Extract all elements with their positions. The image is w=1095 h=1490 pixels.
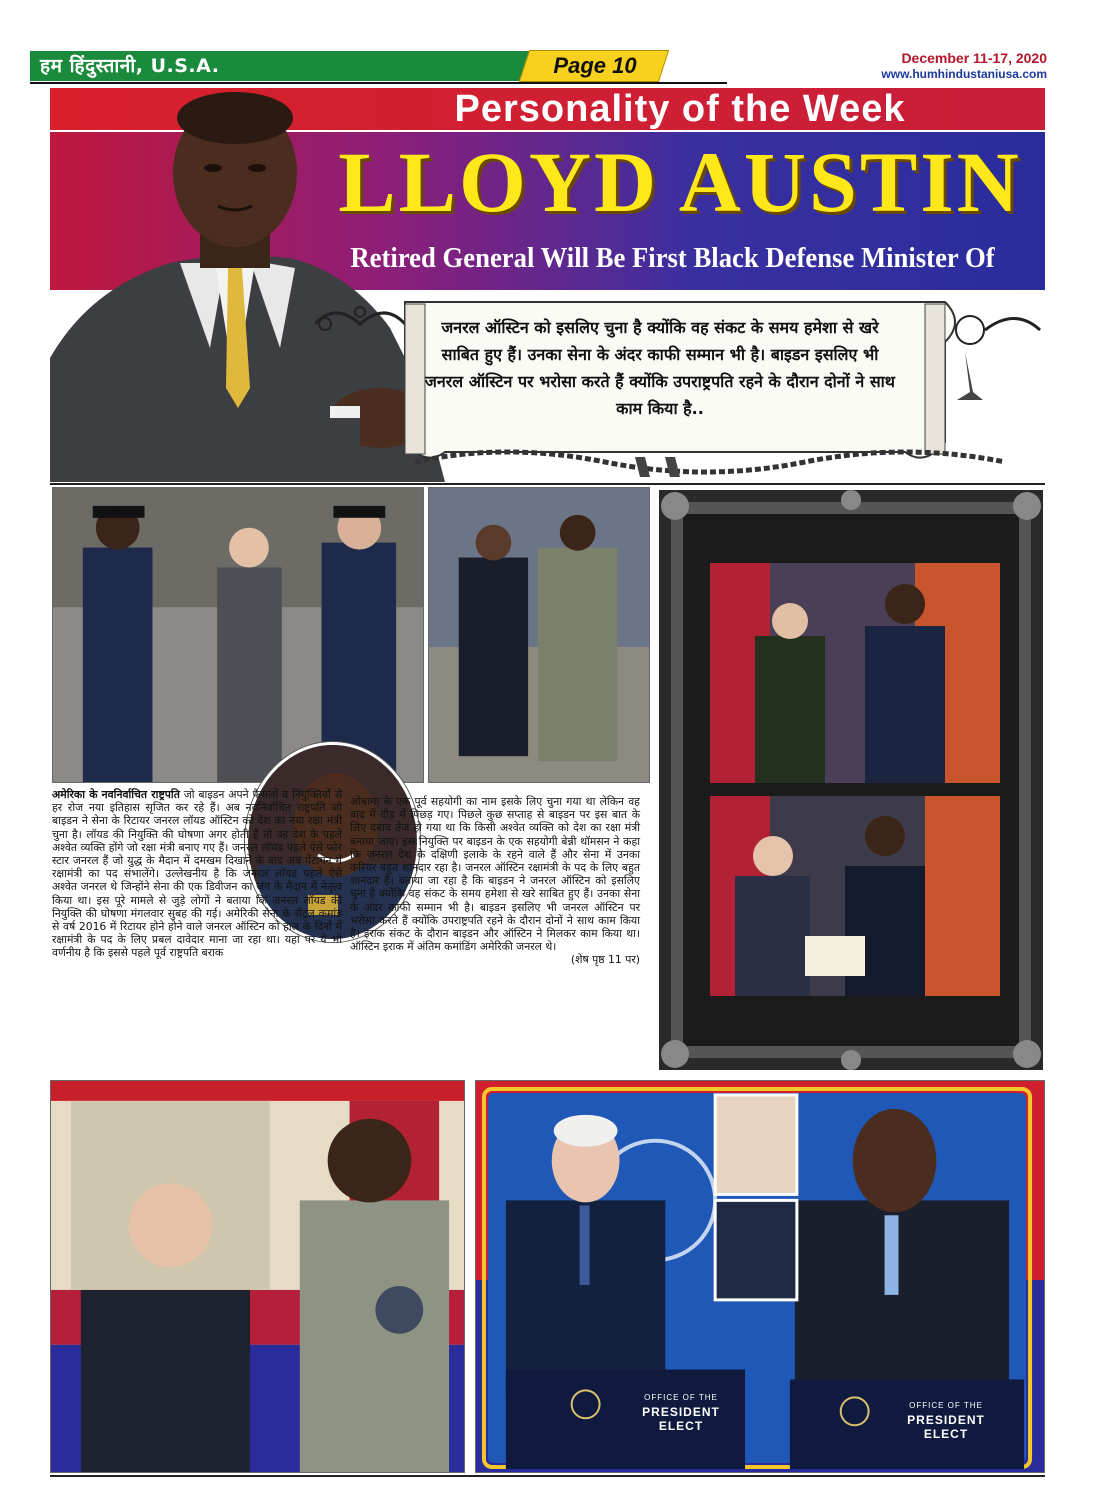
article-body-2: ओबामा के एक पूर्व सहयोगी का नाम इसके लिए चुना गया था लेकिन वह बाद में दौड़ में पिछड़ गए। पिछले कुछ सप्ताह से बाइडन पर इस बात के लिए दबाव तेज हो गया था कि किसी अश्वेत व्यक्ति को देश का रक्षा मंत्री बनाया जाए। इस नियुक्ति पर बाइडन के एक सहयोगी बेन्नी थॉमसन ने कहा कि जनरल देश के दक्षिणी इलाके के रहने वाले हैं और सेना में उनका करियर बहुत शानदार रहा है। जनरल ऑस्टिन रक्षामंत्री के पद के लिए बहुत शानदार हैं। बताया जा रहा है कि बाइडन ने जनरल ऑस्टिन को इसलिए चुना है क्योंकि वह संकट के समय हमेशा से खरे साबित हुए हैं। उनका सेना के अंदर काफी सम्मान भी है। बाइडन इसलिए भी जनरल ऑस्टिन पर भरोसा करते हैं क्योंकि उपराष्ट्रपति रहने के दौरान दोनों ने साथ काम किया है। इराक संकट के दौरान बाइडन और ऑस्टिन ने मिलकर काम किया था। ऑस्टिन इराक में अंतिम कमांडिंग अमेरिकी जनरल थे। [350,795,640,954]
photo-president-elect-event [475,1080,1045,1473]
page-label: Page 10 [553,53,637,78]
bottom-rule [50,1475,1045,1477]
ornate-frame [655,486,1047,1074]
website-link[interactable]: www.humhindustaniusa.com [881,67,1047,81]
photo-medal-pinning [50,1080,465,1473]
podium-right-office: OFFICE OF THE [909,1401,983,1410]
podium-left-label: PRESIDENT ELECT [642,1405,720,1433]
pull-quote: जनरल ऑस्टिन को इसलिए चुना है क्योंकि वह संकट के समय हमेशा से खरे साबित हुए हैं। उनका सेना के अंदर काफी सम्मान भी है। बाइडन इसलिए भी जनरल ऑस्टिन पर भरोसा करते हैं क्योंकि उपराष्ट्रपति रहने के दौरान दोनों ने साथ काम किया है.. [425,318,896,418]
article-column-2 [350,795,640,1070]
article-column-1 [52,788,342,1070]
issue-date: December 11-17, 2020 [901,50,1047,66]
article-body-1: जो बाइडन अपने फैसलों व नियुक्तियों से हर रोज नया इतिहास सृजित कर रहे हैं। अब नवनिर्वाचित राष्ट्रपति जो बाइडन ने सेना के रिटायर जनरल लॉयड ऑस्टिन को देश का नया रक्षा मंत्री चुना है। लॉयड की नियुक्ति की घोषणा अगर होती है तो वह देश के पहले अश्वेत व्यक्ति होंगे जो रक्षा मंत्री बनाए गए हैं। जनरल लॉयड पहले ऐसे फोर स्टार जनरल हैं जो युद्ध के मैदान में दमखम दिखाने के बाद अब पेंटागन में रक्षामंत्री का पद संभालेंगे। उल्लेखनीय है कि जनरल लॉयड पहले ऐसे अश्वेत जनरल थे जिन्होंने सेना की एक डिवीजन का जंग के मैदान में नेतृत्व किया था। इस पूरे मामले से जुड़े लोगों ने बताया कि जनरल लॉयड की नियुक्ति की घोषणा मंगलवार सुबह की गई। अमेरिकी सेना के सैंट्रल कमांड से वर्ष 2016 में रिटायर होने होने वाले जनरल ऑस्टिन को हाल के दिनों में रक्षामंत्री के पद के लिए प्रबल दावेदार माना जा रहा था। यहां पर ये भी वर्णनीय है कि इससे पहले पूर्व राष्ट्रपति बराक [52,788,342,960]
masthead-rule [30,82,727,84]
headline-subtitle: Retired General Will Be First Black Defense Minister Of [350,242,995,274]
podium-left-office: OFFICE OF THE [644,1393,718,1402]
paper-name: हम हिंदुस्तानी, U.S.A. [30,51,530,81]
continued-note[interactable]: (शेष पृष्ठ 11 पर) [570,953,640,967]
article-lead: अमेरिका के नवनिर्वाचित राष्ट्रपति [52,788,180,801]
hero-divider [50,483,1045,485]
headline-name: LLOYD AUSTIN [338,134,1022,230]
photo-salute-ceremony [52,487,424,783]
podium-right-label: PRESIDENT ELECT [907,1413,985,1441]
section-title: Personality of the Week [454,88,906,130]
photo-obama-walk [428,487,650,783]
